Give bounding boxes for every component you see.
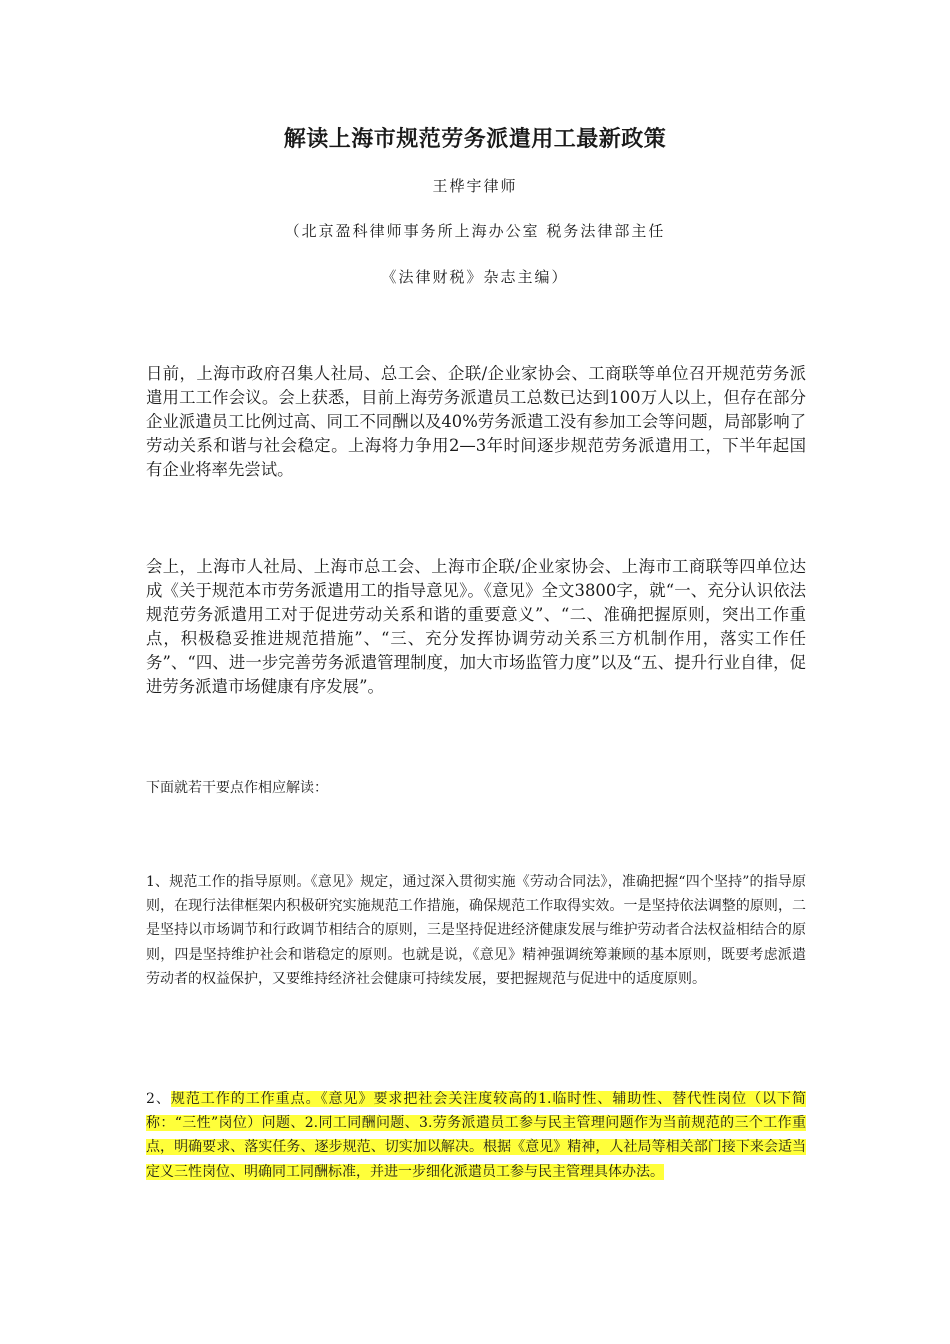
highlighted-text: 规范工作的工作重点。《意见》要求把社会关注度较高的1.临时性、辅助性、替代性岗位（以下简称：“三性”岗位）问题、2.同工同酬问题、3.劳务派遣员工参与民主管理问题作为当前规范的三个工作重点，明确要求、落实任务、逐步规范、切实加以解决。根据《意见》精神，人社局等相关部门接下来会适当定义三性岗位、明确同工同酬标准，并进一步细化派遣员工参与民主管理具体办法。 [146,1091,806,1180]
point-2-number: 2、 [146,1091,171,1107]
paragraph-point-1: 1、规范工作的指导原则。《意见》规定，通过深入贯彻实施《劳动合同法》，准确把握“四个坚持”的指导原则，在现行法律框架内积极研究实施规范工作措施，确保规范工作取得实效。一是坚持依法调整的原则，二是坚持以市场调节和行政调节相结合的原则，三是坚持促进经济健康发展与维护劳动者合法权益相结合的原则，四是坚持维护社会和谐稳定的原则。也就是说，《意见》精神强调统筹兼顾的基本原则，既要考虑派遣劳动者的权益保护，又要维持经济社会健康可持续发展，要把握规范与促进中的适度原则。 [146,874,806,987]
paragraph-intro: 日前，上海市政府召集人社局、总工会、企联/企业家协会、工商联等单位召开规范劳务派遣用工工作会议。会上获悉，目前上海劳务派遣员工总数已达到100万人以上，但存在部分企业派遣员工比例过高、同工不同酬以及40%劳务派遣工没有参加工会等问题，局部影响了劳动关系和谐与社会稳定。上海将力争用2—3年时间逐步规范劳务派遣用工，下半年起国有企业将率先尝试。 [146,364,806,479]
affiliation-line-1: （北京盈科律师事务所上海办公室 税务法律部主任 [284,222,666,240]
document-title: 解读上海市规范劳务派遣用工最新政策 [283,126,667,152]
affiliation-line-2: 《法律财税》杂志主编） [381,268,569,286]
paragraph-point-2 [146,1087,806,1184]
author-line: 王桦宇律师 [432,177,518,195]
paragraph-lead-in: 下面就若干要点作相应解读： [146,780,328,796]
paragraph-meeting: 会上，上海市人社局、上海市总工会、上海市企联/企业家协会、上海市工商联等四单位达成《关于规范本市劳务派遣用工的指导意见》。《意见》全文3800字，就“一、充分认识依法规范劳务派遣用工对于促进劳动关系和谐的重要意义”、“二、准确把握原则，突出工作重点，积极稳妥推进规范措施”、“三、充分发挥协调劳动关系三方机制作用，落实工作任务”、“四、进一步完善劳务派遣管理制度，加大市场监管力度”以及“五、提升行业自律，促进劳务派遣市场健康有序发展”。 [146,557,806,696]
